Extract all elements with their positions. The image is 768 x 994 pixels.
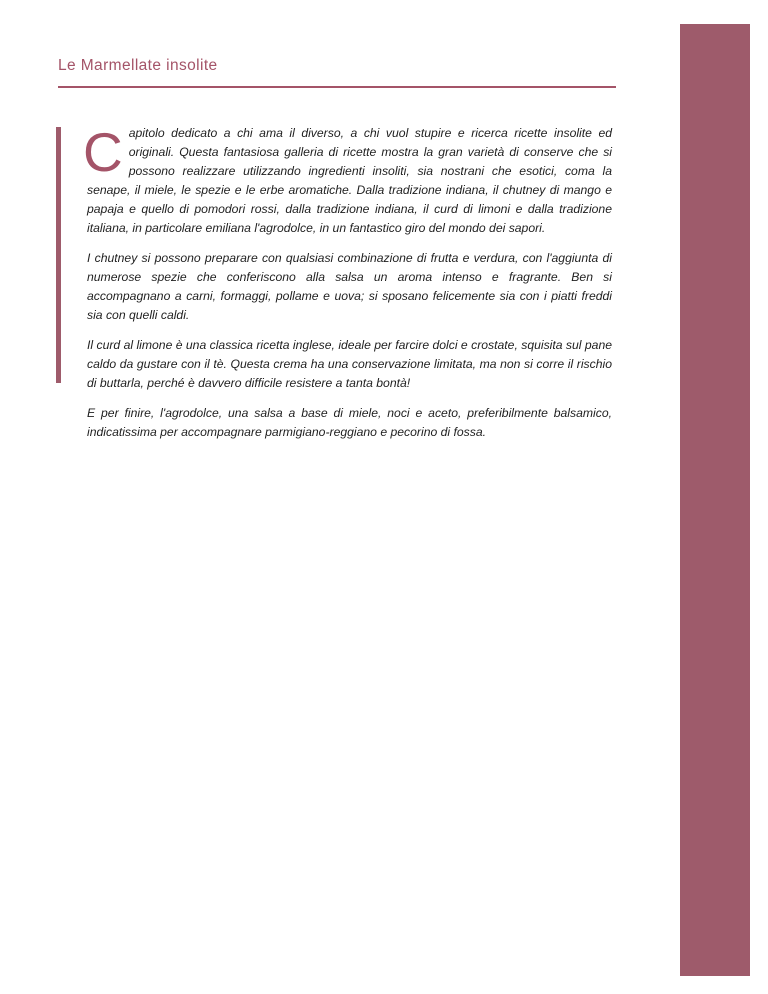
paragraph-agrodolce: E per finire, l'agrodolce, una salsa a base di miele, noci e aceto, preferibilmente balsamico, indicatissima per accompagnare parmigiano-reggiano e pecorino di fossa. <box>87 406 612 439</box>
chapter-title: Le Marmellate insolite <box>58 57 218 74</box>
paragraph-intro-text: apitolo dedicato a chi ama il diverso, a chi vuol stupire e ricerca ricette insolite ed originali. Questa fantasiosa galleria di ricette mostra la gran varietà di conserve che si possono realizzare utilizzando ingredienti insoliti, sia nostrani che esotici, coma la senape, il miele, le spezie e le erbe aromatiche. Dalla tradizione indiana, il chutney di mango e papaja e quello di pomodori rossi, dalla tradizione indiana, il curd di limoni e dalla tradizione italiana, in particolare emiliana l'agrodolce, in un fantastico giro del mondo dei sapori. <box>87 126 612 235</box>
title-underline-rule <box>58 86 616 88</box>
decorative-side-band <box>680 24 750 976</box>
paragraph-curd: Il curd al limone è una classica ricetta inglese, ideale per farcire dolci e crostate, squisita sul pane caldo da gustare con il tè. Questa crema ha una conservazione limitata, ma non si corre il rischio di buttarla, perché è davvero difficile resistere a tanta bontà! <box>87 338 613 390</box>
paragraph-chutney: I chutney si possono preparare con qualsiasi combinazione di frutta e verdura, con l'aggiunta di numerose spezie che conferiscono alla salsa un aroma intenso e fragrante. Ben si accompagnano a carni, formaggi, pollame e uova; si sposano felicemente sia con i piatti freddi sia con quelli caldi. <box>87 251 612 322</box>
paragraph-intro <box>83 121 612 238</box>
decorative-accent-bar <box>56 127 61 383</box>
chapter-intro-text <box>83 121 613 453</box>
drop-cap-letter: C <box>83 121 123 183</box>
